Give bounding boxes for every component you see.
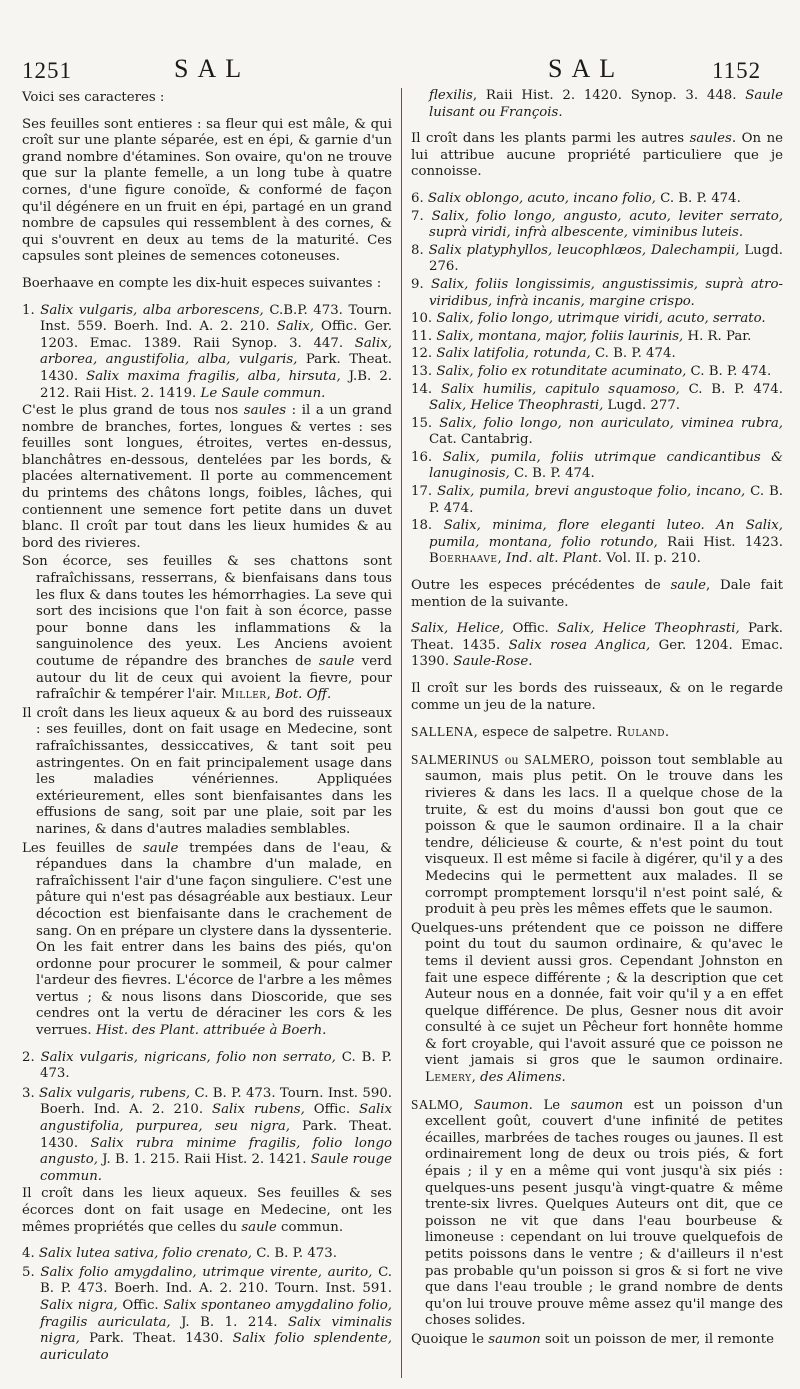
paragraph: Ses feuilles sont entieres : sa fleur qui est mâle, & qui croît sur une plante séparée, est en épi, & garnie d'un grand nombre d'étamines. Son ovaire, qu'on ne trouve que sur la plante femelle, a un long tube à quatre cornes, d'une figure conoïde, & conformé de façon qu'il dégénere en un fruit en épi, partagé en un grand nombre de capsules qui ressemblent à des cornes, & qui s'ouvrent en deux au tems de la maturité. Ces capsules sont pleines de semences cotoneuses.	[22, 116, 392, 265]
page-number-right: 1152	[712, 58, 762, 83]
header-word-right: SAL	[548, 54, 625, 83]
paragraph: Salix, Helice, Offic. Salix, Helice Theophrasti, Park. Theat. 1435. Salix rosea Anglica, Ger. 1204. Emac. 1390. Saule-Rose.	[411, 621, 783, 670]
species-entry-continued: flexilis, Raii Hist. 2. 1420. Synop. 3. 448. Saule luisant ou François.	[429, 88, 783, 120]
column-divider	[401, 88, 402, 1378]
species-entry: 6. Salix oblongo, acuto, incano folio, C. B. P. 474.	[411, 190, 741, 206]
paragraph: Il croît sur les bords des ruisseaux, & on le regarde comme un jeu de la nature.	[411, 681, 783, 713]
species-entry: 11. Salix, montana, major, foliis laurinis, H. R. Par.	[411, 328, 752, 344]
paragraph: Son écorce, ses feuilles & ses chattons sont rafraîchissans, resserrans, & bienfaisans dans tous les flux & dans toutes les hémorrhagies. La seve qui sort des incisions que l'on fait à son écorce, passe pour bonne dans les inflammations & la sanguinolence des yeux. Les Anciens avoient coutume de répandre des branches de saule verd autour du lit de ceux qui avoient la fievre, pour rafraîchir & tempérer l'air. Miller, Bot. Off.	[22, 554, 392, 703]
paragraph: Quelques-uns prétendent que ce poisson ne differe point du tout du saumon ordinaire, & qu'avec le tems il devient aussi gros. Cependant Johnston en fait une espece différente ; & la description que cet Auteur nous en a donnée, fait voir qu'il y a en effet quelque différence. De plus, Gesner nous dit avoir consulté à ce sujet un Pêcheur fort honnête homme & fort croyable, qui l'avoit assuré que ce poisson ne vient jamais si gros que le saumon ordinaire. Lemery, des Alimens.	[411, 920, 783, 1086]
paragraph: Les feuilles de saule trempées dans de l'eau, & répandues dans la chambre d'un malade, en rafraîchissent l'air d'une façon singuliere. C'est une pâture qui n'est pas désagréable aux bestiaux. Leur décoction est bienfaisante dans le crachement de sang. On en prépare un clystere dans la dyssenterie. On les fait entrer dans les bains des piés, qu'on ordonne pour procurer le sommeil, & pour calmer l'ardeur des fievres. L'écorce de l'arbre a les mêmes vertus ; & nous lisons dans Dioscoride, que ses cendres ont la vertu de déraciner les cors & les verrues. Hist. des Plant. attribuée à Boerh.	[22, 840, 392, 1039]
right-column	[411, 88, 783, 1359]
dictionary-entry-salmerinus: SALMERINUS ou SALMERO, poisson tout semblable au saumon, mais plus petit. On le trouve dans les rivieres & dans les lacs. Il a quelque chose de la truite, & est du moins d'aussi bon gout que ce poisson & que le saumon ordinaire. Il a la chair tendre, délicieuse & courte, & n'est point du tout visqueux. Il est même si facile à digérer, qu'il y a des Medecins qui le permettent aux malades. Il se corrompt promptement lorsqu'il n'est point salé, & produit à peu près les mêmes effets que le saumon.	[411, 751, 783, 918]
species-entry: 12. Salix latifolia, rotunda, C. B. P. 474.	[411, 346, 676, 362]
species-entry: 14. Salix humilis, capitulo squamoso, C. B. P. 474. Salix, Helice Theophrasti, Lugd. 277.	[411, 381, 783, 414]
species-entry: 1. Salix vulgaris, alba arborescens, C.B.P. 473. Tourn. Inst. 559. Boerh. Ind. A. 2. 210. Salix, Offic. Ger. 1203. Emac. 1389. Raii Synop. 3. 447. Salix, arborea, angustifolia, alba, vulgaris, Park. Theat. 1430. Salix maxima fragilis, alba, hirsuta, J.B. 2. 212. Raii Hist. 2. 1419. Le Saule commun.	[22, 302, 393, 401]
species-entry: 10. Salix, folio longo, utrimque viridi, acuto, serrato.	[411, 311, 766, 327]
dictionary-entry-sallena: SALLENA, espece de salpetre. Ruland.	[411, 724, 670, 741]
paragraph: Boerhaave en compte les dix-huit especes suivantes :	[22, 275, 382, 291]
species-entry: 16. Salix, pumila, foliis utrimque candicantibus & lanuginosis, C. B. P. 474.	[411, 449, 783, 482]
dictionary-entry-salmo: SALMO, Saumon. Le saumon est un poisson d'un excellent goût, couvert d'une infinité de petites écailles, marbrées de taches rouges ou jaunes. Il est ordinairement long de deux ou trois piés, & fort épais ; il y en a même qui vont jusqu'à six piés : quelques-uns pesent jusqu'à vingt-quatre & même trente-six livres. Quelques Auteurs ont dit, que ce poisson ne vit que dans l'eau bourbeuse & limoneuse : cependant on lui trouve quelquefois de petits poissons dans le ventre ; & d'ailleurs il n'est pas probable qu'un poisson si gros & si fort ne vive que dans l'eau trouble ; le grand nombre de dents qu'on lui trouve prouve même assez qu'il mange des choses solides.	[411, 1096, 783, 1329]
species-entry: 7. Salix, folio longo, angusto, acuto, leviter serrato, suprà viridi, infrà albescente, viminibus luteis.	[411, 208, 783, 241]
paragraph: Quoique le saumon soit un poisson de mer, il remonte	[411, 1331, 774, 1347]
paragraph: Voici ses caracteres :	[22, 90, 165, 105]
species-entry: 15. Salix, folio longo, non auriculato, viminea rubra, Cat. Cantabrig.	[411, 415, 783, 448]
species-entry: 8. Salix platyphyllos, leucophlæos, Dalechampii, Lugd. 276.	[411, 242, 783, 275]
header-word-left: SAL	[174, 54, 251, 83]
paragraph: Il croît dans les lieux aqueux & au bord des ruisseaux : ses feuilles, dont on fait usage en Medecine, sont rafraîchissantes, dessiccatives, & tant soit peu astringentes. On en fait principalement usage dans les maladies vénériennes. Appliquées extérieurement, elles sont bienfaisantes dans les effusions de sang, soit par une plaie, soit par les narines, & dans d'autres maladies semblables.	[22, 705, 392, 837]
paragraph: Il croît dans les plants parmi les autres saules. On ne lui attribue aucune propriété particuliere que je connoisse.	[411, 131, 784, 180]
species-entry: 18. Salix, minima, flore eleganti luteo. An Salix, pumila, montana, folio rotundo, Raii Hist. 1423. Boerhaave, Ind. alt. Plant. Vol. II. p. 210.	[411, 518, 783, 567]
species-entry: 13. Salix, folio ex rotunditate acuminato, C. B. P. 474.	[411, 363, 772, 379]
paragraph: C'est le plus grand de tous nos saules : il a un grand nombre de branches, fortes, longues & vertes : ses feuilles sont longues, étroites, vertes en-dessus, blanchâtres en-dessous, dentelées par les bords, & placées alternativement. Il porte au commencement du printems des châtons longs, foibles, lâches, qui contiennent une semence fort petite dans un duvet blanc. Il croît par tout dans les lieux humides & au bord des rivieres.	[22, 403, 392, 551]
left-column	[22, 90, 392, 1365]
species-entry: 5. Salix folio amygdalino, utrimque virente, aurito, C. B. P. 473. Boerh. Ind. A. 2. 210. Tourn. Inst. 591. Salix nigra, Offic. Salix spontaneo amygdalino folio, fragilis auriculata, J. B. 1. 214. Salix viminalis nigra, Park. Theat. 1430. Salix folio splendente, auriculato	[22, 1264, 393, 1363]
species-entry: 2. Salix vulgaris, nigricans, folio non serrato, C. B. P. 473.	[22, 1049, 392, 1082]
paragraph: Il croît dans les lieux aqueux. Ses feuilles & ses écorces dont on fait usage en Medecine, ont les mêmes propriétés que celles du saule commun.	[22, 1186, 392, 1235]
species-entry: 9. Salix, foliis longissimis, angustissimis, suprà atro-viridibus, infrà incanis, margine crispo.	[411, 276, 783, 309]
species-entry: 3. Salix vulgaris, rubens, C. B. P. 473. Tourn. Inst. 590. Boerh. Ind. A. 2. 210. Salix rubens, Offic. Salix angustifolia, purpurea, seu nigra, Park. Theat. 1430. Salix rubra minime fragilis, folio longo angusto, J. B. 1. 215. Raii Hist. 2. 1421. Saule rouge commun.	[22, 1085, 393, 1184]
running-header	[0, 54, 800, 88]
page-number-left: 1251	[22, 58, 72, 83]
species-entry: 4. Salix lutea sativa, folio crenato, C. B. P. 473.	[22, 1246, 337, 1262]
paragraph: Outre les especes précédentes de saule, Dale fait mention de la suivante.	[411, 578, 783, 610]
species-entry: 17. Salix, pumila, brevi angustoque folio, incano, C. B. P. 474.	[411, 484, 783, 516]
